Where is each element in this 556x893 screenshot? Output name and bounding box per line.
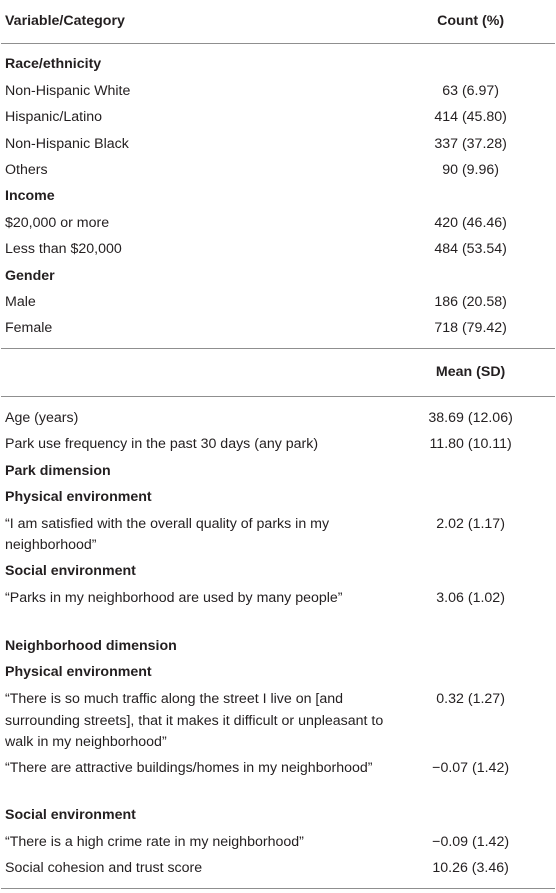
row-value: −0.09 (1.42) <box>432 833 510 850</box>
header-mean-sd: Mean (SD) <box>435 364 506 381</box>
table-row <box>1 290 555 316</box>
row-label: Park use frequency in the past 30 days (any park) <box>5 436 319 453</box>
table-row <box>1 105 555 131</box>
section-heading: Race/ethnicity <box>5 56 102 73</box>
section-heading-row <box>1 458 555 484</box>
subsection-heading: Physical environment <box>5 488 152 505</box>
row-label: Non-Hispanic White <box>5 82 131 99</box>
table-row <box>1 237 555 263</box>
row-value: 337 (37.28) <box>434 135 507 152</box>
table-header-row <box>1 0 555 43</box>
subsection-heading: Social environment <box>5 563 136 580</box>
row-label: “There is so much traffic along the street I live on [and surrounding streets], that it makes it difficult or unpleasant to walk in my neighborhood” <box>5 691 384 751</box>
row-label: Non-Hispanic Black <box>5 135 129 152</box>
row-value: 420 (46.46) <box>434 214 507 231</box>
row-label: Hispanic/Latino <box>5 109 103 126</box>
table-row <box>1 210 555 236</box>
row-value: 414 (45.80) <box>434 109 507 126</box>
row-label: $20,000 or more <box>5 214 110 231</box>
subsection-heading: Social environment <box>5 807 136 824</box>
row-label: Less than $20,000 <box>5 241 122 258</box>
row-label: “Parks in my neighborhood are used by many people” <box>5 590 343 607</box>
section-heading: Neighborhood dimension <box>5 637 177 654</box>
header-variable-category: Variable/Category <box>5 12 125 29</box>
table-row <box>1 585 555 633</box>
row-value: 90 (9.96) <box>442 162 500 178</box>
table-row <box>1 856 555 882</box>
table-row <box>1 78 555 104</box>
subsection-heading-row <box>1 660 555 686</box>
section-heading: Park dimension <box>5 462 111 479</box>
row-label: “I am satisfied with the overall quality of parks in my neighborhood” <box>5 515 330 554</box>
subsection-heading: Physical environment <box>5 664 152 681</box>
table-row <box>1 511 555 559</box>
row-label: “There is a high crime rate in my neighborhood” <box>5 833 304 850</box>
subsection-heading-row <box>1 559 555 585</box>
row-value: −0.07 (1.42) <box>432 760 510 777</box>
data-table <box>1 0 555 889</box>
row-value: 63 (6.97) <box>442 82 500 99</box>
row-value: 186 (20.58) <box>434 293 507 310</box>
table-row <box>1 755 555 803</box>
header-count-percent: Count (%) <box>437 12 505 29</box>
subsection-heading-row <box>1 484 555 510</box>
row-value: 0.32 (1.27) <box>436 691 505 708</box>
section-heading-row <box>1 263 555 289</box>
section-heading-row <box>1 184 555 210</box>
row-value: 10.26 (3.46) <box>432 860 509 877</box>
row-value: 484 (53.54) <box>434 241 507 258</box>
section-heading-row <box>1 52 555 78</box>
row-label: Female <box>5 320 53 337</box>
table-row <box>1 158 555 184</box>
row-label: “There are attractive buildings/homes in my neighborhood” <box>5 760 373 777</box>
row-label: Male <box>5 293 36 310</box>
row-label: Others <box>5 162 48 178</box>
row-value: 38.69 (12.06) <box>428 409 513 426</box>
row-value: 3.06 (1.02) <box>436 590 505 607</box>
row-value: 2.02 (1.17) <box>436 515 505 532</box>
table-row <box>1 829 555 855</box>
section-heading: Income <box>5 188 55 205</box>
table-row <box>1 405 555 431</box>
mean-header-row <box>1 349 555 396</box>
table-row <box>1 686 555 755</box>
table-row <box>1 316 555 342</box>
row-label: Age (years) <box>5 409 79 426</box>
table-row <box>1 131 555 157</box>
row-value: 11.80 (10.11) <box>429 436 512 453</box>
section-heading-row <box>1 633 555 659</box>
section-heading: Gender <box>5 267 55 284</box>
row-value: 718 (79.42) <box>434 320 507 337</box>
row-label: Social cohesion and trust score <box>5 860 203 877</box>
subsection-heading-row <box>1 803 555 829</box>
table-row <box>1 432 555 458</box>
bottom-rule <box>1 888 555 889</box>
